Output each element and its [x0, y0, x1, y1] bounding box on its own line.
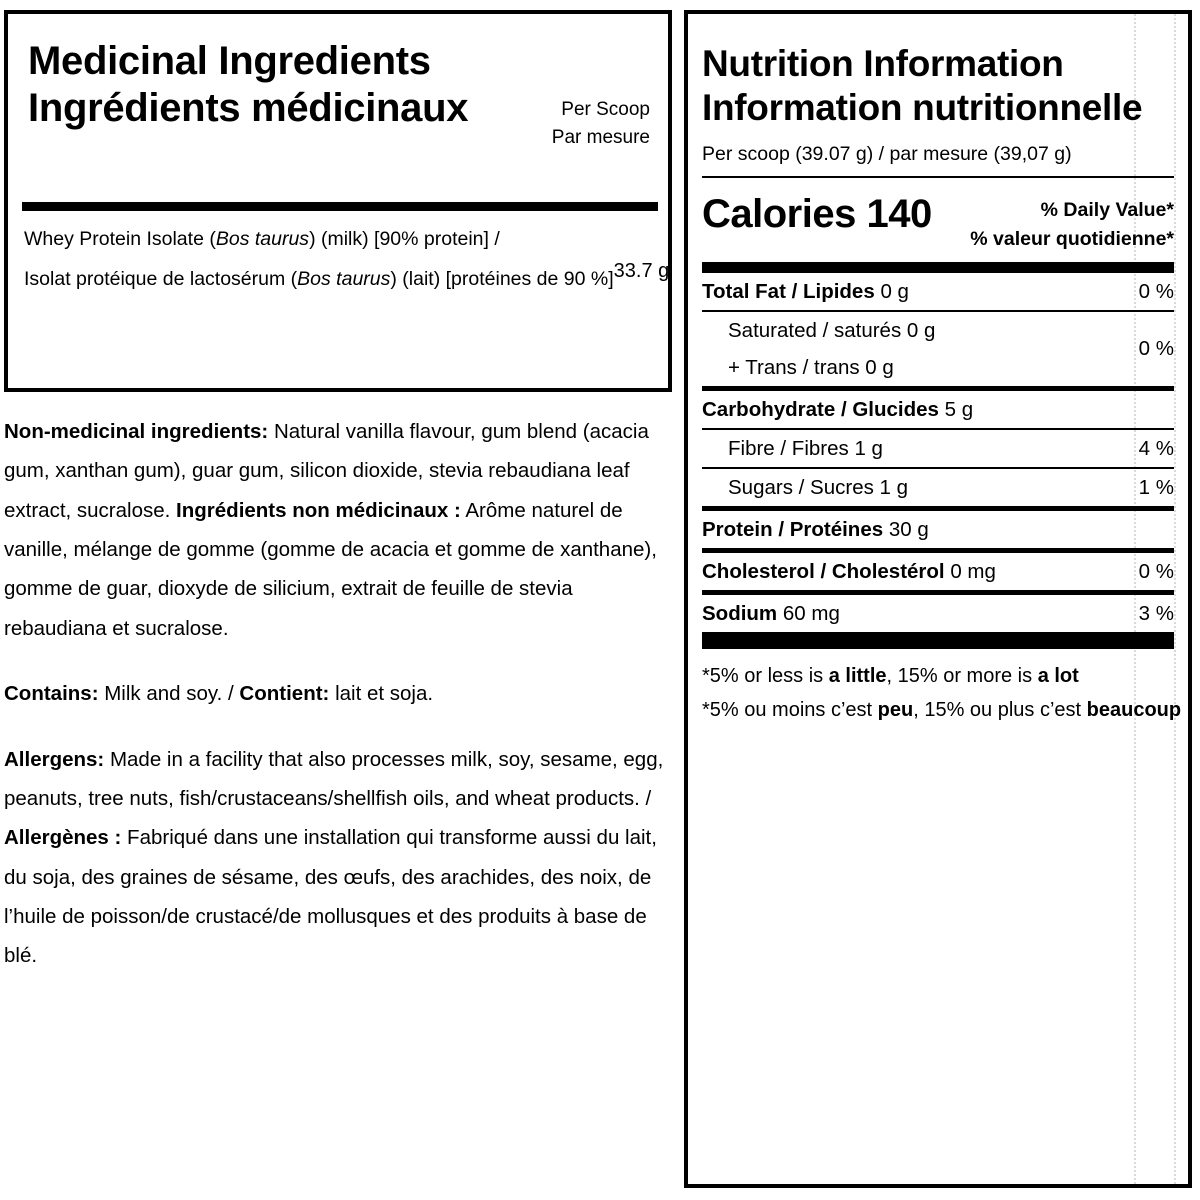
row-total-fat-amount: 0 g: [874, 280, 909, 304]
medicinal-title-en: Medicinal Ingredients: [28, 39, 431, 83]
daily-value-header-en: % Daily Value*: [1040, 198, 1174, 221]
row-fibre-label: Fibre / Fibres 1 g: [728, 437, 883, 461]
contains-text-en: Milk and soy. /: [98, 682, 240, 706]
allergens-text-fr: Fabriqué dans une installation qui transforme aussi du lait, du soja, des graines de sésame, des œufs, des arachides, des noix, de l’huile de poisson/de crustacé/de mollusques et des produits à base de blé.: [4, 826, 657, 968]
medicinal-ingredients-box: [4, 10, 672, 392]
medicinal-amount: 33.7 g: [613, 260, 670, 282]
footnote-fr-beaucoup: beaucoup: [1086, 699, 1182, 722]
row-protein: [702, 511, 1174, 548]
footnote-en-part1: *5% or less is: [702, 665, 829, 688]
per-serving-fr: Par mesure: [551, 126, 650, 148]
non-medicinal-paragraph: [4, 412, 676, 648]
row-carbohydrate: [702, 391, 1174, 428]
allergens-text-en: Made in a facility that also processes milk, soy, sesame, egg, peanuts, tree nuts, fish/crustaceans/shellfish oils, and wheat products. /: [4, 747, 664, 810]
non-medicinal-text-fr: Arôme naturel de vanille, mélange de gomme (gomme de acacia et gomme de xanthane), gomme de guar, dioxyde de silicium, extrait de feuille de stevia rebaudiana et sucralose.: [4, 498, 657, 640]
nutrition-title-en: Nutrition Information: [702, 43, 1064, 84]
row-cholesterol-amount: 0 mg: [944, 560, 996, 584]
medicinal-title: [28, 38, 468, 132]
row-saturated: [702, 312, 1139, 349]
medicinal-ingredient-names: [8, 220, 614, 300]
row-sugars-dv: 1 %: [1138, 476, 1174, 500]
row-fibre-dv: 4 %: [1138, 437, 1174, 461]
footnote-en-little: a little: [828, 665, 887, 688]
medicinal-name-en-pre: Whey Protein Isolate (: [24, 228, 216, 250]
row-cholesterol-name: Cholesterol / Cholestérol: [702, 560, 945, 584]
medicinal-name-fr-binomial: Bos taurus: [297, 267, 391, 290]
per-serving-header: [552, 96, 650, 151]
nutrition-facts-panel: [684, 10, 1192, 1188]
footnote-fr-part1: *5% ou moins c’est: [702, 699, 878, 722]
medicinal-row: [8, 220, 668, 300]
divider-after-serving: [702, 176, 1174, 178]
allergens-label-fr: Allergènes :: [4, 826, 122, 850]
non-medicinal-text-en: Natural vanilla flavour, gum blend (acacia gum, xanthan gum), guar gum, silicon dioxide, stevia rebaudiana leaf extract, sucralose.: [4, 420, 649, 522]
nutrition-facts-inner: [688, 14, 1188, 1184]
medicinal-name-en-post: ) (milk) [90% protein] /: [309, 228, 500, 250]
contains-label-en: Contains:: [4, 682, 99, 706]
row-sugars-label: Sugars / Sucres 1 g: [728, 476, 909, 500]
ingredients-body: [4, 412, 676, 976]
allergens-paragraph: [4, 740, 676, 976]
row-sodium: [702, 595, 1174, 632]
calories-row: [702, 192, 1174, 255]
footnote-en-part3: , 15% or more is: [886, 665, 1038, 688]
medicinal-name-fr-pre: Isolat protéique de lactosérum (: [24, 267, 298, 290]
footnote-fr: [702, 693, 1182, 727]
daily-value-header: [970, 192, 1174, 255]
row-total-fat-name: Total Fat / Lipides: [702, 280, 875, 304]
footnote-fr-peu: peu: [877, 699, 914, 722]
row-sodium-label: [702, 602, 840, 626]
footnote-en: [702, 659, 1174, 693]
footnote-fr-part3: , 15% ou plus c’est: [913, 699, 1087, 722]
row-fat-subgroup: [702, 312, 1174, 386]
row-total-fat-label: [702, 280, 909, 304]
nutrition-title-fr: Information nutritionnelle: [702, 87, 1143, 129]
row-fibre: [702, 430, 1174, 467]
footnotes: [702, 649, 1182, 727]
row-fat-subgroup-dv: 0 %: [1138, 337, 1174, 361]
footnote-en-lot: a lot: [1037, 665, 1079, 688]
row-cholesterol: [702, 553, 1174, 590]
divider-before-footnotes: [702, 632, 1174, 649]
row-trans: [702, 349, 1139, 386]
row-sodium-name: Sodium: [702, 602, 778, 626]
row-sodium-dv: 3 %: [1138, 602, 1174, 626]
row-protein-label: [702, 518, 929, 542]
divider-after-calories: [702, 262, 1174, 273]
row-protein-name: Protein / Protéines: [702, 518, 884, 542]
serving-size: Per scoop (39.07 g) / par mesure (39,07 g): [702, 142, 1072, 165]
contains-paragraph: [4, 674, 676, 713]
fat-subgroup-lines: [702, 312, 1139, 386]
nutrition-title: [702, 14, 1174, 131]
row-total-fat-dv: 0 %: [1138, 280, 1174, 304]
row-cholesterol-dv: 0 %: [1138, 560, 1174, 584]
non-medicinal-label-en: Non-medicinal ingredients:: [4, 420, 269, 443]
calories-label: Calories 140: [702, 191, 932, 236]
medicinal-title-fr: Ingrédients médicinaux: [28, 86, 469, 131]
row-sodium-amount: 60 mg: [777, 602, 840, 626]
allergens-label-en: Allergens:: [4, 747, 105, 771]
medicinal-header: [8, 14, 668, 200]
per-serving-en: Per Scoop: [561, 99, 650, 120]
row-protein-amount: 30 g: [883, 518, 929, 542]
medicinal-divider: [22, 202, 658, 211]
row-saturated-label: Saturated / saturés 0 g: [728, 319, 936, 343]
row-carbohydrate-label: [702, 398, 973, 422]
row-carbohydrate-amount: 5 g: [938, 398, 974, 422]
row-trans-label: + Trans / trans 0 g: [728, 356, 894, 380]
daily-value-header-fr: % valeur quotidienne*: [970, 228, 1174, 251]
row-sugars: [702, 469, 1174, 506]
medicinal-name-en-binomial: Bos taurus: [215, 228, 310, 250]
medicinal-name-en: [24, 220, 614, 260]
row-cholesterol-label: [702, 560, 996, 584]
contains-text-fr: lait et soja.: [329, 682, 434, 706]
row-carbohydrate-name: Carbohydrate / Glucides: [702, 398, 939, 422]
medicinal-name-fr-post: ) (lait) [protéines de 90 %]: [390, 267, 614, 290]
medicinal-name-fr: [24, 260, 614, 300]
row-total-fat: [702, 273, 1174, 310]
non-medicinal-label-fr: Ingrédients non médicinaux :: [176, 498, 461, 522]
contains-label-fr: Contient:: [239, 682, 330, 706]
